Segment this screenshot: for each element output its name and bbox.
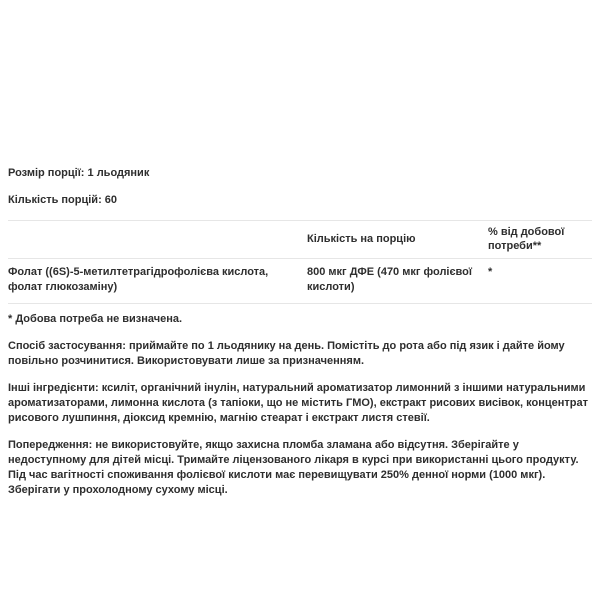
nutrient-amount: 800 мкг ДФЕ (470 мкг фолієвої кислоти): [307, 266, 472, 293]
supplement-facts-section: [8, 166, 592, 498]
header-daily-value: % від добової потреби**: [488, 226, 565, 252]
nutrient-name: Фолат ((6S)-5-метилтетрагідрофолієва кислота, фолат глюкозаміну): [8, 266, 269, 293]
usage-paragraph: Спосіб застосування: приймайте по 1 льодянику на день. Помістіть до рота або під язик і дайте йому повільно розчинитися. Використовувати лише за призначенням.: [8, 340, 565, 367]
servings-count-text: Кількість порцій: 60: [8, 194, 118, 206]
nutrition-table: [8, 220, 592, 304]
serving-size-text: Розмір порції: 1 льодяник: [8, 167, 150, 179]
daily-value-footnote: * Добова потреба не визначена.: [8, 313, 183, 325]
table-header-row: [8, 221, 592, 259]
other-ingredients-paragraph: Інші інгредієнти: ксиліт, органічний інулін, натуральний ароматизатор лимонний з іншими натуральними ароматизаторами, лимонна кислота (з тапіоки, що не містить ГМО), екстракт рисових висівок, концентрат рисового лушпиння, діоксид кремнію, магнію стеарат і екстракт листя стевії.: [8, 382, 588, 424]
table-row: [8, 259, 592, 304]
warnings-paragraph: Попередження: не використовуйте, якщо захисна пломба зламана або відсутня. Зберігайте у недоступному для дітей місці. Тримайте ліцензованого лікаря в курсі при використанні цього продукту. Під час вагітності споживання фолієвої кислоти має перевищувати 250% денної норми (1000 мкг). Зберігати у прохолодному сухому місці.: [8, 439, 579, 496]
nutrient-daily-value: *: [488, 266, 493, 278]
header-amount-per-serving: Кількість на порцію: [307, 233, 416, 245]
